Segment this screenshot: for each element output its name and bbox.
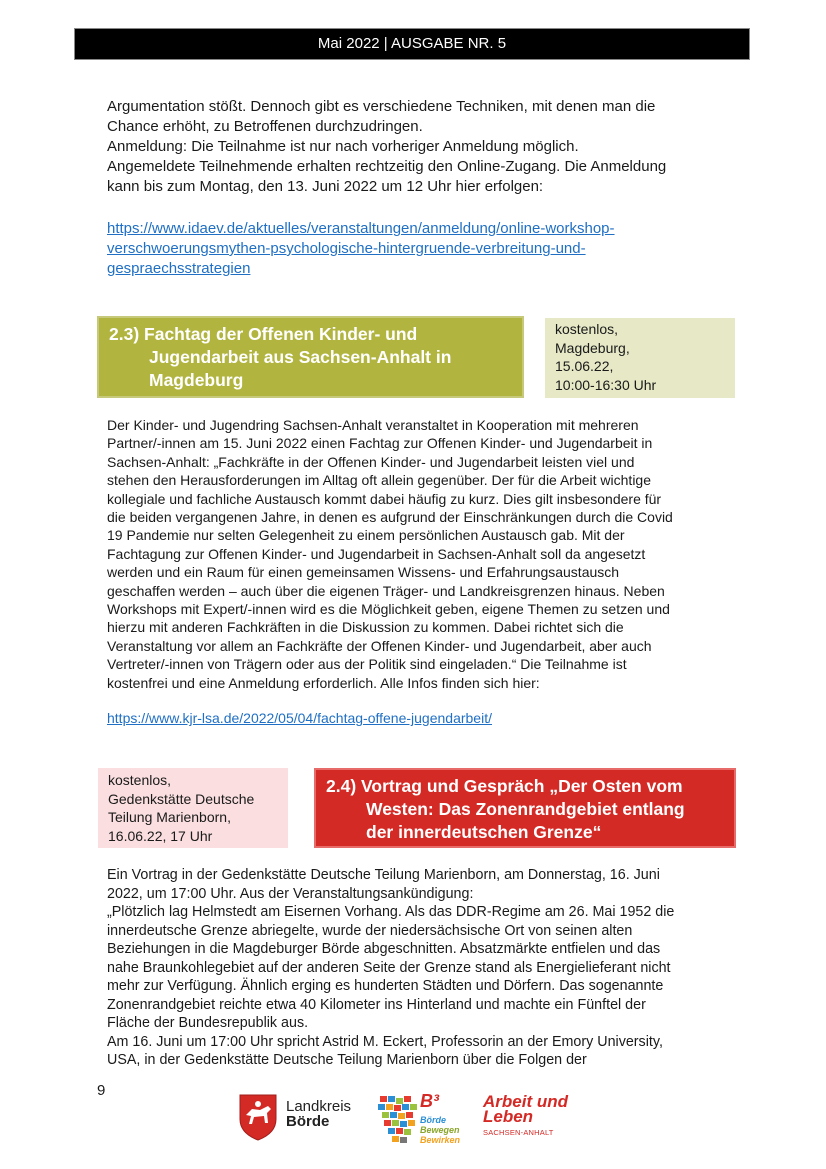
text-line: Chance erhöht, zu Betroffenen durchzudringen. <box>107 118 423 135</box>
section-2-4-body <box>107 866 737 1070</box>
b3-mark: B³ <box>420 1091 439 1111</box>
text-line: Am 16. Juni um 17:00 Uhr spricht Astrid M. Eckert, Professorin an der Emory University, <box>107 1033 663 1050</box>
mosaic-map-icon <box>376 1092 420 1148</box>
text-line: Vertreter/-innen von Trägern oder aus der Politik sind eingeladen.“ Die Teilnahme ist <box>107 656 627 673</box>
section-2-4-heading <box>314 768 736 848</box>
text-line: Beziehungen in die Magdeburger Börde abgeschnitten. Absatzmärkte entfielen und das <box>107 941 661 957</box>
text-line: hierzu mit anderen Fachkräften in die Diskussion zu kommen. Dabei richtet sich die <box>107 619 624 636</box>
text-line: 2022, um 17:00 Uhr. Aus der Veranstaltungsankündigung: <box>107 885 474 902</box>
info-line: Teilung Marienborn, <box>108 809 231 825</box>
info-line: kostenlos, <box>555 321 619 337</box>
heading-line: 2.4) Vortrag und Gespräch „Der Osten vom <box>326 776 683 796</box>
link-line[interactable]: verschwoerungsmythen-psychologische-hintergruende-verbreitung-und- <box>107 240 586 257</box>
section-2-3-heading <box>97 316 524 398</box>
text-line: Fläche der Bundesrepublik aus. <box>107 1015 309 1031</box>
text-line: Der Kinder- und Jugendring Sachsen-Anhalt veranstaltet in Kooperation mit mehreren <box>107 417 639 433</box>
text-line: Angemeldete Teilnehmende erhalten rechtzeitig den Online-Zugang. Die Anmeldung <box>107 158 667 175</box>
logo-text: Börde <box>286 1113 330 1130</box>
registration-link[interactable] <box>107 219 737 279</box>
text-line: werden und ein Raum für einen gemeinsamen Wissens- und Erfahrungsaustausch <box>107 564 620 581</box>
text-line: Argumentation stößt. Dennoch gibt es verschiedene Techniken, mit denen man die <box>107 98 656 115</box>
logo-text: Arbeit und <box>483 1092 568 1111</box>
heading-line: 2.3) Fachtag der Offenen Kinder- und <box>109 324 418 344</box>
text-line: Sachsen-Anhalt: „Fachkräfte in der Offenen Kinder- und Jugendarbeit leisten viel und <box>107 453 635 470</box>
section-2-3-body <box>107 416 737 692</box>
text-line: innerdeutsche Grenze abriegelte, wurde der niedersächsische Ort von seinen alten <box>107 922 633 939</box>
text-line: 19 Pandemie nur selten Gelegenheit zu einem persönlichen Austausch gab. Mit der <box>107 527 625 544</box>
text-line: kollegiale und fachliche Austausch kommt dabei häufig zu kurz. Dies gilt insbesondere für <box>107 490 662 507</box>
info-line: 16.06.22, 17 Uhr <box>108 827 213 844</box>
fachtag-link[interactable]: https://www.kjr-lsa.de/2022/05/04/fachtag-offene-jugendarbeit/ <box>107 710 492 726</box>
link-line[interactable]: https://www.idaev.de/aktuelles/veranstaltungen/anmeldung/online-workshop- <box>107 220 615 237</box>
text-line: „Plötzlich lag Helmstedt am Eisernen Vorhang. Als das DDR-Regime am 26. Mai 1952 die <box>107 904 675 920</box>
coat-of-arms-icon <box>238 1093 278 1141</box>
text-line: Ein Vortrag in der Gedenkstätte Deutsche Teilung Marienborn, am Donnerstag, 16. Juni <box>107 867 660 883</box>
heading-line: Magdeburg <box>149 370 244 390</box>
text-line: Workshops mit Expert/-innen wird es die Möglichkeit geben, eigene Themen zu setzen und <box>107 601 670 618</box>
b3-logo <box>376 1091 461 1150</box>
text-line: mehr zur Verfügung. Ähnlich erging es hunderten Städten und Dörfern. Das sogenannte <box>107 978 664 994</box>
text-line: Veranstaltung vor allem an Fachkräfte der Offenen Kinder- und Jugendarbeit, aber auch <box>107 637 652 654</box>
info-line: Gedenkstätte Deutsche <box>108 790 255 807</box>
landkreis-boerde-logo <box>238 1093 352 1145</box>
logo-subtext: SACHSEN-ANHALT <box>483 1128 554 1137</box>
heading-line: Jugendarbeit aus Sachsen-Anhalt in <box>149 347 452 367</box>
text-line: kostenfrei und eine Anmeldung erforderlich. Alle Infos finden sich hier: <box>107 674 540 691</box>
text-line: Anmeldung: Die Teilnahme ist nur nach vorheriger Anmeldung möglich. <box>107 138 579 155</box>
text-line: USA, in der Gedenkstätte Deutsche Teilung Marienborn über die Folgen der <box>107 1052 587 1068</box>
section-2-3-info-box <box>545 318 735 398</box>
issue-header: Mai 2022 | AUSGABE NR. 5 <box>74 28 750 60</box>
info-line: Magdeburg, <box>555 339 630 356</box>
text-line: Partner/-innen am 15. Juni 2022 einen Fachtag zur Offenen Kinder- und Jugendarbeit in <box>107 435 653 452</box>
logo-text: Börde <box>420 1115 447 1125</box>
info-line: kostenlos, <box>108 772 172 788</box>
text-line: die beiden vergangenen Jahre, in denen es aufgrund der Einschränkungen durch die Covid <box>107 509 673 526</box>
text-line: nahe Braunkohlegebiet auf der anderen Seite der Grenze stand als Energielieferant nicht <box>107 959 671 976</box>
logo-text: Landkreis <box>286 1098 352 1115</box>
text-line: kann bis zum Montag, den 13. Juni 2022 um 12 Uhr hier erfolgen: <box>107 178 544 195</box>
section-2-4-info-box <box>98 768 288 848</box>
arbeit-und-leben-logo <box>483 1094 583 1144</box>
logo-text: Bewegen <box>420 1125 460 1135</box>
logo-text: Bewirken <box>420 1135 461 1145</box>
intro-paragraph <box>107 97 737 197</box>
link-line[interactable]: gespraechsstrategien <box>107 260 251 277</box>
logo-text: Leben <box>483 1107 534 1126</box>
text-line: geschaffen werden – auch über die eigenen Träger- und Landkreisgrenzen hinaus. Neben <box>107 582 665 599</box>
info-line: 10:00-16:30 Uhr <box>555 376 657 393</box>
info-line: 15.06.22, <box>555 358 614 374</box>
text-line: Fachtagung zur Offenen Kinder- und Jugendarbeit in Sachsen-Anhalt soll da angesetzt <box>107 545 646 562</box>
heading-line: der innerdeutschen Grenze“ <box>366 822 602 842</box>
text-line: Zonenrandgebiet reichte etwa 40 Kilometer ins Hinterland und machte ein Fünftel der <box>107 996 646 1013</box>
page-number: 9 <box>97 1082 106 1099</box>
text-line: stehen den Herausforderungen im Alltag oft allein gegenüber. Der für die Arbeit wichtige <box>107 472 652 489</box>
heading-line: Westen: Das Zonenrandgebiet entlang <box>366 799 685 819</box>
